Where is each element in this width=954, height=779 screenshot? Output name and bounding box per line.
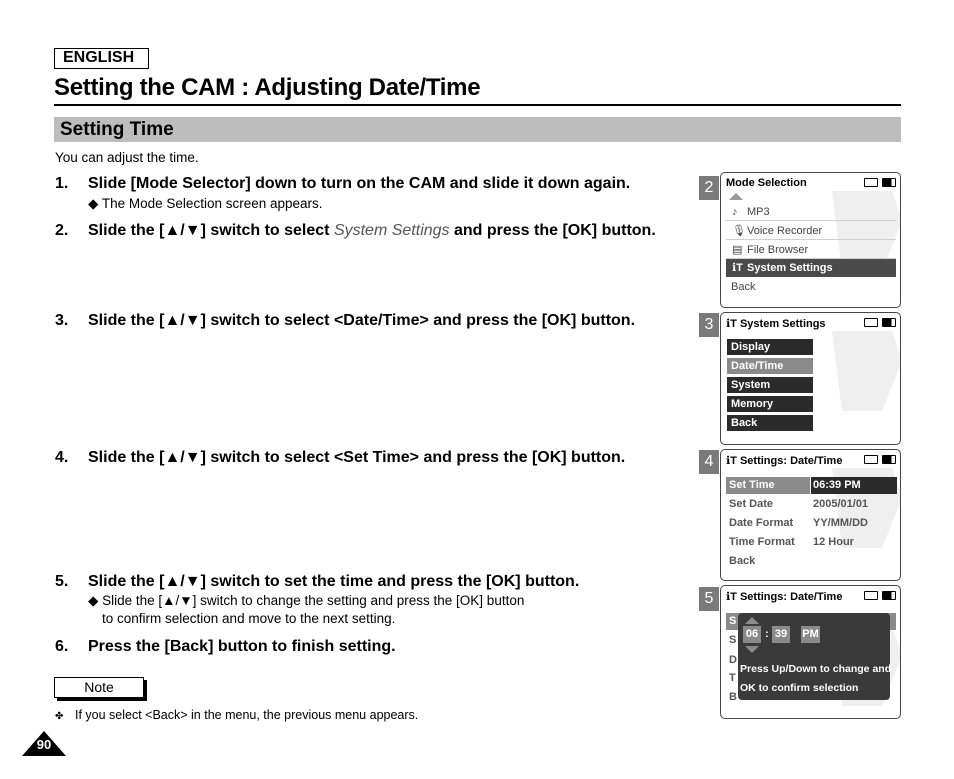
screen-step-number: 2 — [699, 176, 719, 200]
battery-icon — [882, 178, 896, 187]
step-number: 1. — [55, 175, 69, 192]
screen-system-settings — [720, 312, 901, 445]
menu-item-mp3[interactable] — [726, 203, 896, 221]
step-text: Slide the [▲/▼] switch to select <Date/Time> and press the [OK] button. — [88, 312, 636, 329]
battery-icon — [882, 318, 896, 327]
intro-text: You can adjust the time. — [55, 150, 199, 165]
step-text: Slide the [▲/▼] switch to select — [88, 222, 334, 239]
step-2 — [55, 222, 656, 240]
settings-icon: ℹT — [726, 318, 737, 330]
music-note-icon: ♪ — [732, 206, 738, 218]
battery-icon — [882, 591, 896, 600]
memory-icon — [864, 178, 878, 187]
menu-item-label: Voice Recorder — [747, 225, 823, 237]
screen-header — [726, 590, 842, 603]
row-peek: T — [729, 672, 736, 684]
date-format-value: YY/MM/DD — [813, 517, 868, 529]
step-text: Slide [Mode Selector] down to turn on the CAM and slide it down again. — [88, 175, 631, 192]
time-format-label[interactable]: Time Format — [729, 536, 795, 548]
note-body: If you select <Back> in the menu, the previous menu appears. — [75, 708, 419, 722]
menu-item-label: MP3 — [747, 206, 770, 218]
hour-field[interactable]: 06 — [743, 626, 761, 643]
settings-icon: ℹT — [732, 262, 743, 274]
settings-icon: ℹT — [726, 591, 737, 603]
step-text: Slide the [▲/▼] switch to select <Set Time> and press the [OK] button. — [88, 449, 626, 466]
page-number: 90 — [36, 737, 52, 752]
note-label: Note — [54, 677, 144, 698]
screen-step-number: 5 — [699, 587, 719, 611]
page-title: Setting the CAM : Adjusting Date/Time — [54, 74, 481, 101]
file-icon: ▤ — [732, 244, 743, 256]
row-peek: D — [729, 654, 737, 666]
step-number: 2. — [55, 222, 69, 239]
step-number: 6. — [55, 638, 69, 655]
date-format-label[interactable]: Date Format — [729, 517, 794, 529]
popup-instruction: OK to confirm selection — [740, 682, 859, 694]
time-format-value: 12 Hour — [813, 536, 854, 548]
note-bullet-icon: ✤ — [55, 711, 64, 722]
set-time-label[interactable]: Set Time — [726, 477, 810, 494]
step-number: 3. — [55, 312, 69, 329]
settings-icon: ℹT — [726, 455, 737, 467]
step-3 — [55, 312, 635, 330]
title-rule — [54, 104, 901, 106]
microphone-icon: 🎙 — [732, 225, 746, 237]
memory-icon — [864, 318, 878, 327]
background-decoration — [822, 321, 901, 417]
status-icons — [864, 591, 896, 600]
screen-header-label: Settings: Date/Time — [739, 591, 843, 603]
status-icons — [864, 318, 896, 327]
menu-item-memory[interactable]: Memory — [727, 396, 813, 412]
menu-item-display[interactable]: Display — [727, 339, 813, 355]
time-edit-popup — [738, 613, 890, 700]
screen-header — [726, 317, 826, 330]
step-number: 4. — [55, 449, 69, 466]
screen-mode-selection — [720, 172, 901, 308]
battery-icon — [882, 455, 896, 464]
menu-item-date-time[interactable]: Date/Time — [727, 358, 813, 374]
step-emphasis: System Settings — [333, 222, 450, 239]
back-label[interactable]: Back — [729, 555, 756, 567]
screen-set-time — [720, 585, 901, 719]
menu-item-back[interactable]: Back — [731, 281, 756, 293]
set-time-value: 06:39 PM — [811, 477, 897, 494]
row-peek: S — [729, 615, 737, 627]
step-1-note: ◆ The Mode Selection screen appears. — [88, 196, 323, 211]
language-badge: ENGLISH — [54, 48, 149, 69]
step-5 — [55, 573, 579, 591]
menu-item-label: System Settings — [747, 262, 833, 274]
memory-icon — [864, 591, 878, 600]
step-1 — [55, 175, 630, 193]
screen-header-label: Settings: Date/Time — [739, 455, 843, 467]
menu-item-file-browser[interactable] — [726, 241, 896, 259]
screen-date-time-settings — [720, 449, 901, 581]
up-arrow-icon[interactable] — [745, 617, 759, 624]
status-icons — [864, 455, 896, 464]
minute-field[interactable]: 39 — [772, 626, 790, 643]
step-text: Press the [Back] button to finish setting. — [88, 638, 396, 655]
menu-item-system[interactable]: System — [727, 377, 813, 393]
screen-step-number: 4 — [699, 450, 719, 474]
screen-header: Mode Selection — [726, 177, 807, 189]
step-text: and press the [OK] button. — [449, 222, 656, 239]
step-4 — [55, 449, 625, 467]
menu-item-voice-recorder[interactable] — [726, 222, 896, 240]
step-6 — [55, 638, 396, 656]
scroll-up-icon — [729, 193, 743, 200]
menu-item-label: File Browser — [747, 244, 809, 256]
step-text: Slide the [▲/▼] switch to set the time and press the [OK] button. — [88, 573, 580, 590]
set-date-value: 2005/01/01 — [813, 498, 869, 510]
set-date-label[interactable]: Set Date — [729, 498, 774, 510]
row-peek: B — [729, 691, 737, 703]
screen-step-number: 3 — [699, 313, 719, 337]
status-icons — [864, 178, 896, 187]
menu-item-system-settings[interactable] — [726, 259, 896, 277]
memory-icon — [864, 455, 878, 464]
note-text — [55, 708, 418, 722]
down-arrow-icon[interactable] — [745, 646, 759, 653]
step-number: 5. — [55, 573, 69, 590]
step-5-note-cont: to confirm selection and move to the next setting. — [102, 611, 396, 626]
step-5-note: ◆ Slide the [▲/▼] switch to change the setting and press the [OK] button — [88, 593, 525, 608]
row-peek: S — [729, 634, 737, 646]
ampm-field[interactable]: PM — [801, 626, 820, 643]
menu-item-back[interactable]: Back — [727, 415, 813, 431]
screen-header — [726, 454, 842, 467]
section-bar — [54, 117, 901, 142]
popup-instruction: Press Up/Down to change and — [740, 663, 892, 675]
time-separator: : — [765, 628, 769, 640]
screen-header-label: System Settings — [739, 318, 826, 330]
section-title: Setting Time — [60, 119, 174, 140]
